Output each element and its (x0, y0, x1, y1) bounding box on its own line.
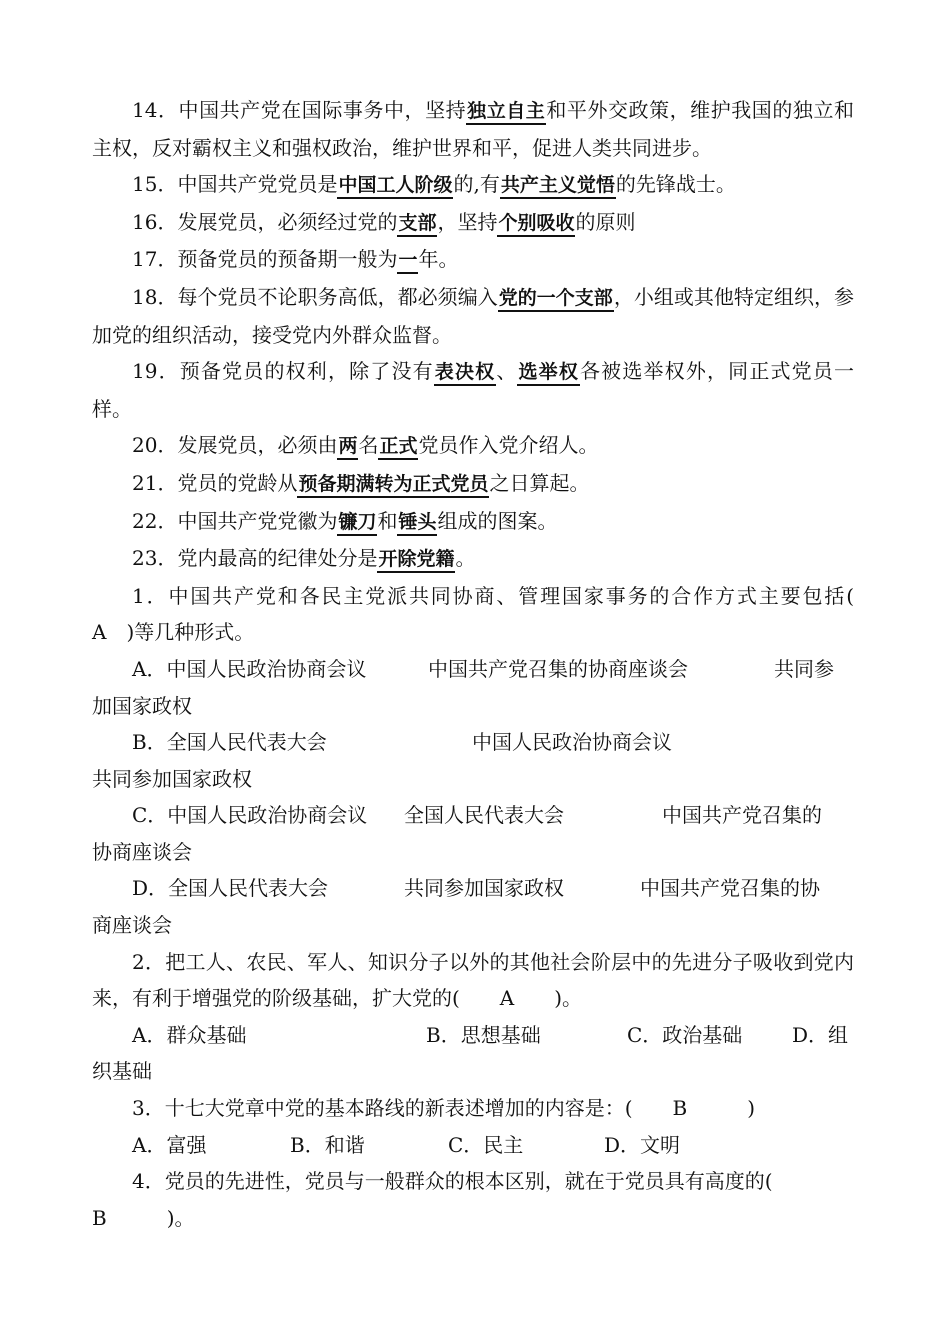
fill-in-item-18: 18．每个党员不论职务高低，都必须编入党的一个支部，小组或其他特定组织，参加党的组织活动，接受党内外群众监督。 (92, 284, 854, 347)
answer-underline: 独立自主 (466, 100, 546, 125)
question-1-option-b-continued: 共同参加国家政权 (92, 766, 252, 791)
answer-underline: 选举权 (517, 361, 580, 386)
fill-in-item-21: 21．党员的党龄从预备期满转为正式党员之日算起。 (92, 465, 854, 503)
answer-underline: 个别吸收 (497, 212, 575, 237)
question-4-stem-continued: B )。 (92, 1205, 195, 1230)
fill-in-item-23: 23．党内最高的纪律处分是开除党籍。 (92, 540, 854, 578)
fill-in-item-22: 22．中国共产党党徽为镰刀和锤头组成的图案。 (92, 503, 854, 541)
question-1-stem: 1．中国共产党和各民主党派共同协商、管理国家事务的合作方式主要包括( A )等几种形式。 (92, 583, 874, 645)
answer-underline: 锤头 (397, 511, 437, 536)
answer-underline: 共产主义觉悟 (500, 174, 616, 199)
answer-underline: 开除党籍 (377, 548, 455, 573)
fill-in-item-17: 17．预备党员的预备期一般为一年。 (92, 241, 854, 279)
answer-underline: 党的一个支部 (498, 287, 614, 312)
answer-underline: 表决权 (434, 361, 497, 386)
answer-underline: 正式 (378, 435, 418, 460)
document-content (92, 92, 874, 1236)
question-2-options-continued: 织基础 (92, 1059, 152, 1084)
question-3-options: A．富强 B．和谐 C．民主 D．文明 (132, 1132, 681, 1157)
question-2-options: A．群众基础 B．思想基础 C．政治基础 D．组 (132, 1022, 849, 1047)
fill-in-item-20: 20．发展党员，必须由两名正式党员作入党介绍人。 (92, 427, 854, 465)
answer-underline: 镰刀 (337, 511, 377, 536)
question-4-stem: 4．党员的先进性，党员与一般群众的根本区别，就在于党员具有高度的( (132, 1169, 773, 1194)
fill-in-item-16: 16．发展党员，必须经过党的支部，坚持个别吸收的原则 (92, 204, 854, 242)
answer-underline: 中国工人阶级 (337, 174, 453, 199)
question-3-stem: 3．十七大党章中党的基本路线的新表述增加的内容是：( B ) (132, 1096, 756, 1121)
question-1-option-c-continued: 协商座谈会 (92, 839, 192, 864)
question-2-stem: 2．把工人、农民、军人、知识分子以外的其他社会阶层中的先进分子吸收到党内来，有利于增强党的阶级基础，扩大党的( A )。 (92, 949, 854, 1011)
question-1-option-d: D．全国人民代表大会 共同参加国家政权 中国共产党召集的协 (132, 876, 820, 901)
question-1-option-b: B．全国人民代表大会 中国人民政治协商会议 (132, 730, 672, 755)
question-1-option-d-continued: 商座谈会 (92, 913, 172, 938)
fill-in-item-19: 19．预备党员的权利，除了没有表决权、选举权各被选举权外，同正式党员一样。 (92, 359, 855, 421)
answer-underline: 一 (397, 249, 418, 274)
fill-in-item-15: 15．中国共产党党员是中国工人阶级的,有共产主义觉悟的先锋战士。 (92, 166, 854, 204)
question-1-option-c: C．中国人民政治协商会议 全国人民代表大会 中国共产党召集的 (132, 803, 822, 828)
question-1-option-a-continued: 加国家政权 (92, 693, 192, 718)
fill-in-item-14: 14．中国共产党在国际事务中，坚持独立自主和平外交政策，维护我国的独立和主权，反对霸权主义和强权政治，维护世界和平，促进人类共同进步。 (92, 98, 854, 160)
answer-underline: 预备期满转为正式党员 (297, 473, 489, 498)
question-1-option-a: A．中国人民政治协商会议 中国共产党召集的协商座谈会 共同参 (132, 656, 834, 681)
answer-underline: 支部 (397, 212, 437, 237)
answer-underline: 两 (337, 435, 358, 460)
